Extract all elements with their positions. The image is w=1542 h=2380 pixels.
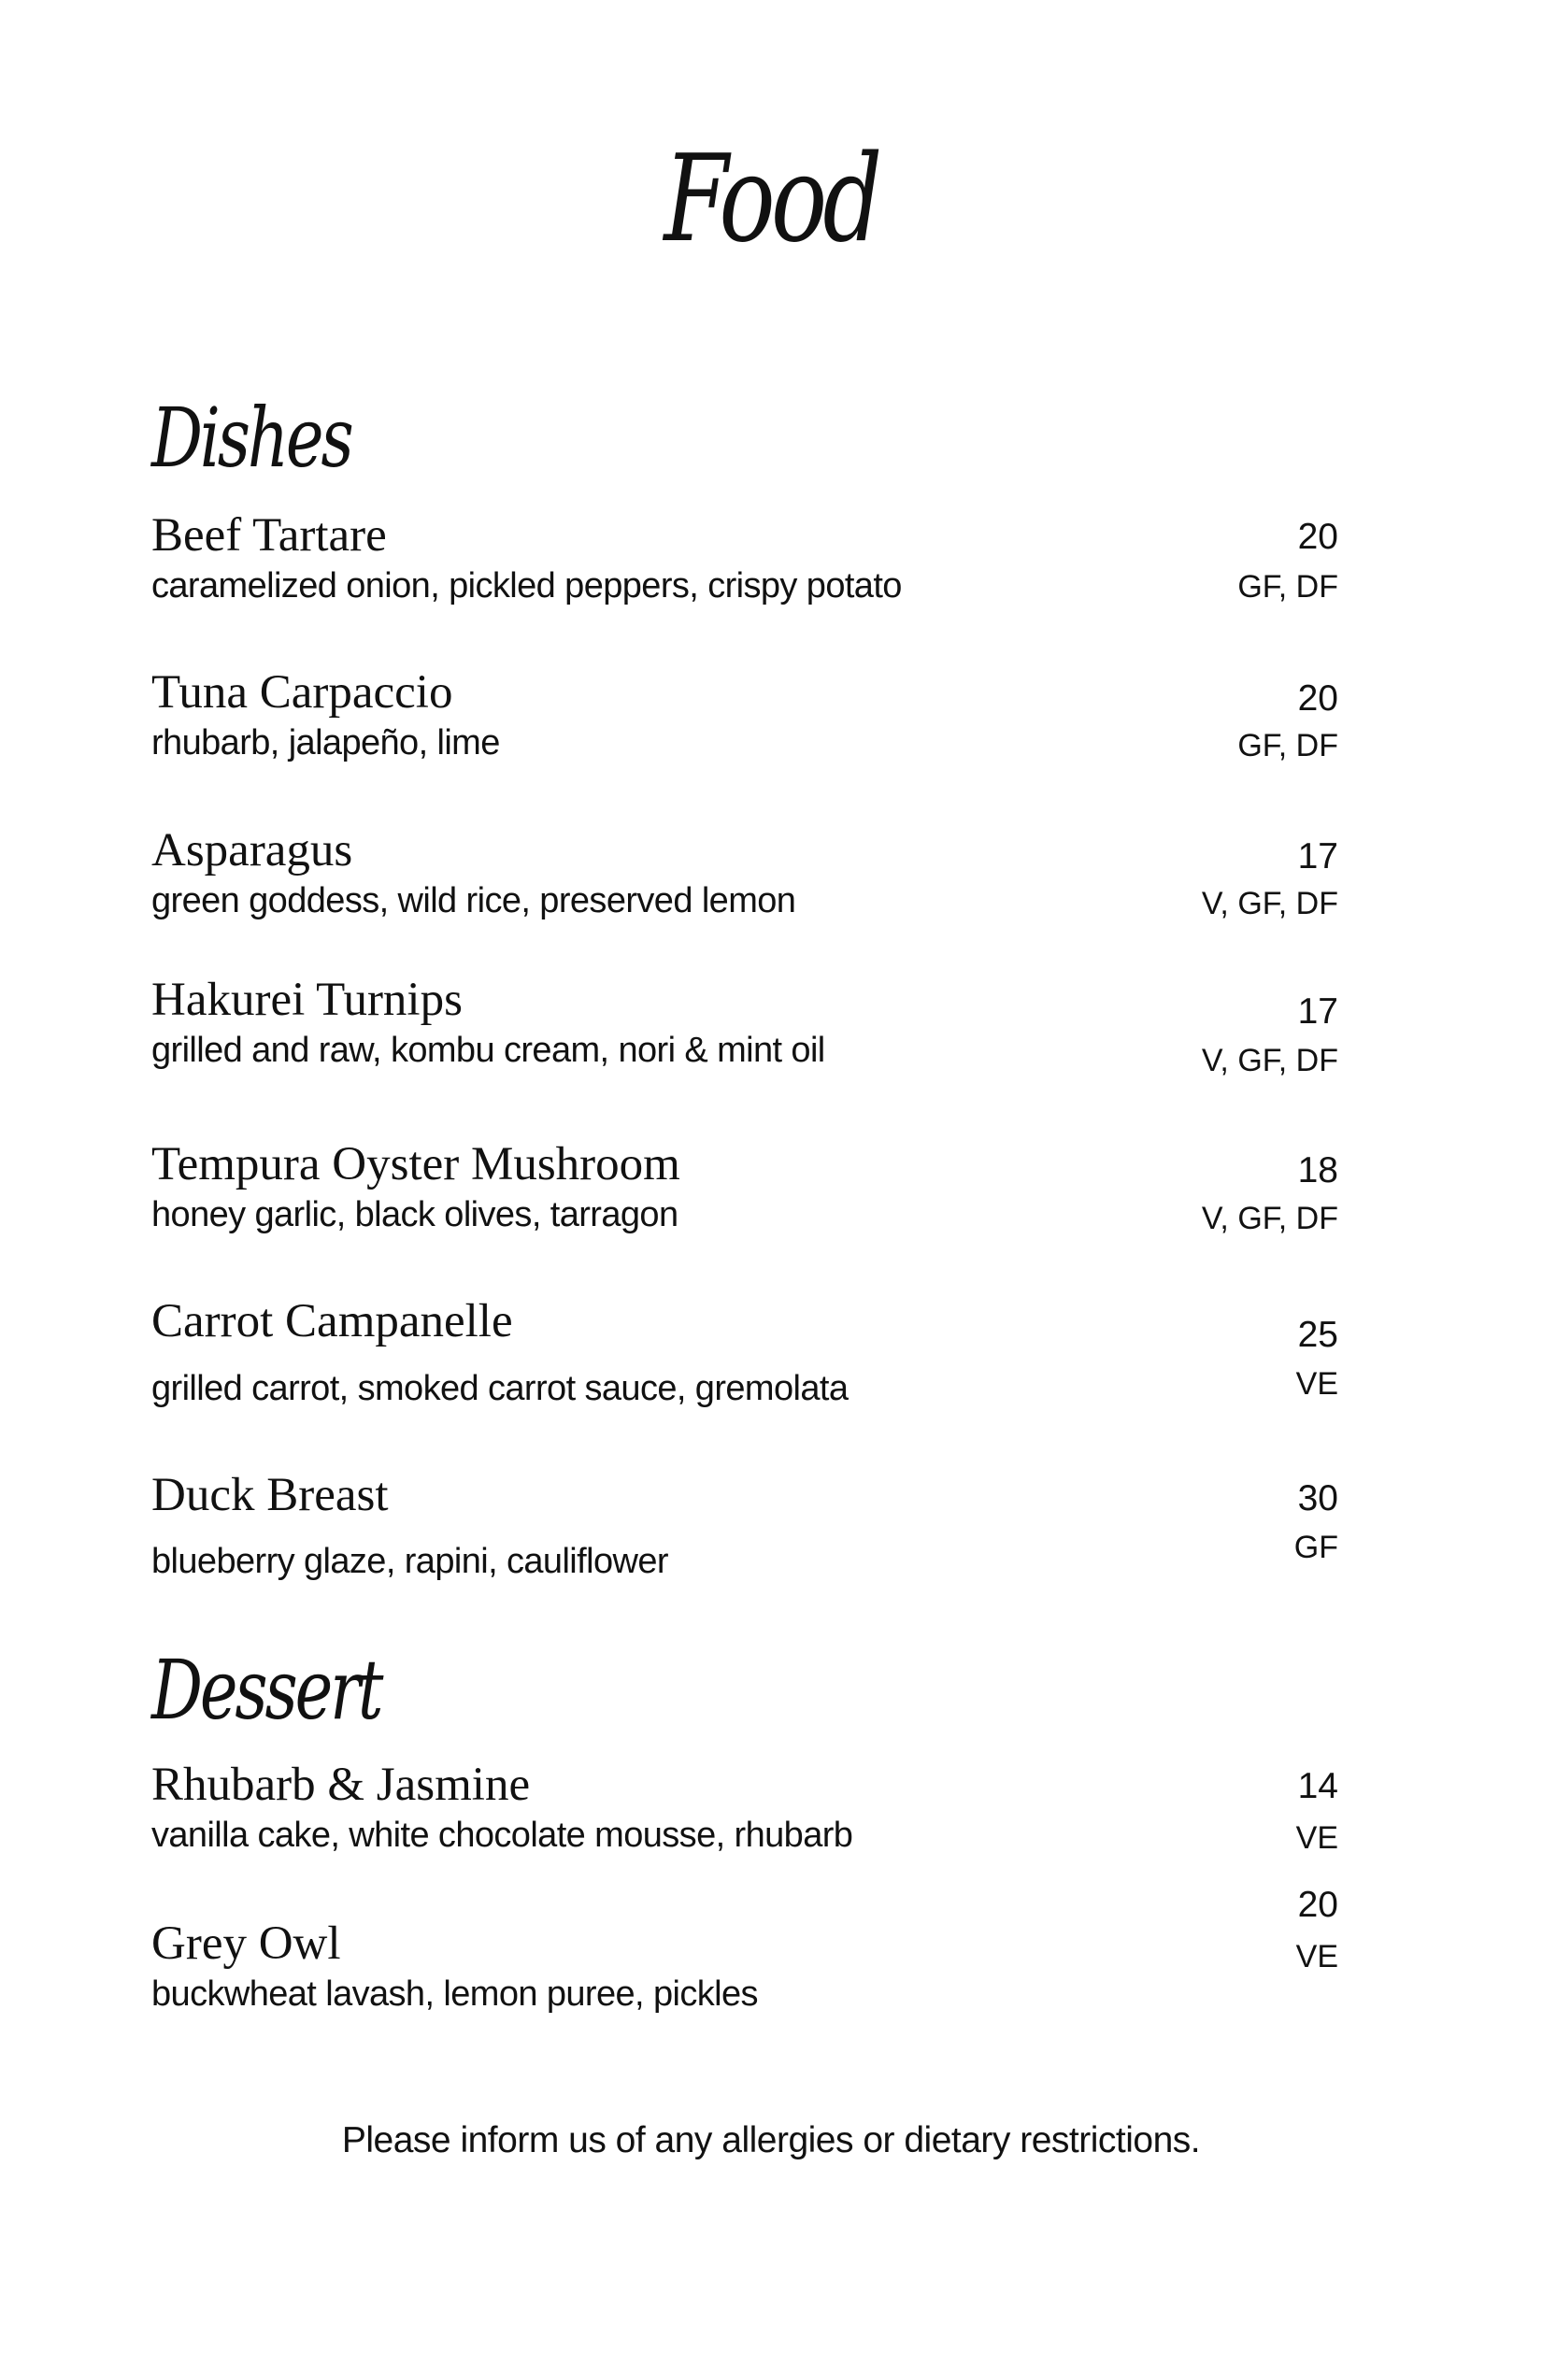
item-description: rhubarb, jalapeño, lime [151, 723, 500, 762]
item-price: 18 [1297, 1150, 1338, 1190]
item-price: 25 [1297, 1315, 1338, 1355]
item-price: 30 [1297, 1478, 1338, 1518]
item-description: grilled and raw, kombu cream, nori & mint oil [151, 1031, 825, 1070]
item-name: Tuna Carpaccio [151, 666, 453, 719]
item-dietary-tags: GF [1293, 1530, 1338, 1565]
item-description: caramelized onion, pickled peppers, crispy potato [151, 566, 902, 606]
item-dietary-tags: VE [1295, 1366, 1338, 1402]
section-title-dessert: Dessert [151, 1642, 381, 1738]
item-name: Asparagus [151, 824, 353, 876]
item-description: grilled carrot, smoked carrot sauce, gremolata [151, 1369, 849, 1408]
item-dietary-tags: GF, DF [1237, 728, 1338, 763]
item-name: Duck Breast [151, 1469, 389, 1521]
item-dietary-tags: VE [1295, 1939, 1338, 1974]
item-dietary-tags: VE [1295, 1820, 1338, 1856]
item-dietary-tags: GF, DF [1237, 569, 1338, 605]
item-description: green goddess, wild rice, preserved lemon [151, 881, 796, 920]
item-description: honey garlic, black olives, tarragon [151, 1195, 678, 1234]
item-dietary-tags: V, GF, DF [1201, 1043, 1338, 1078]
item-price: 20 [1297, 1885, 1338, 1925]
item-price: 20 [1297, 678, 1338, 719]
item-name: Beef Tartare [151, 509, 387, 562]
item-name: Tempura Oyster Mushroom [151, 1138, 680, 1190]
section-title-dishes: Dishes [151, 390, 351, 486]
allergy-note: Please inform us of any allergies or dietary restrictions. [341, 2120, 1201, 2160]
item-description: vanilla cake, white chocolate mousse, rhubarb [151, 1816, 853, 1855]
item-name: Grey Owl [151, 1917, 341, 1970]
item-name: Rhubarb & Jasmine [151, 1759, 531, 1811]
item-price: 20 [1297, 517, 1338, 557]
item-price: 17 [1297, 836, 1338, 876]
item-name: Hakurei Turnips [151, 974, 463, 1026]
item-price: 17 [1297, 991, 1338, 1032]
item-dietary-tags: V, GF, DF [1201, 1201, 1338, 1236]
item-description: buckwheat lavash, lemon puree, pickles [151, 1974, 758, 2014]
item-dietary-tags: V, GF, DF [1201, 886, 1338, 921]
page-title: Food [664, 130, 878, 269]
item-price: 14 [1297, 1766, 1338, 1806]
item-name: Carrot Campanelle [151, 1295, 513, 1347]
item-description: blueberry glaze, rapini, cauliflower [151, 1542, 668, 1581]
